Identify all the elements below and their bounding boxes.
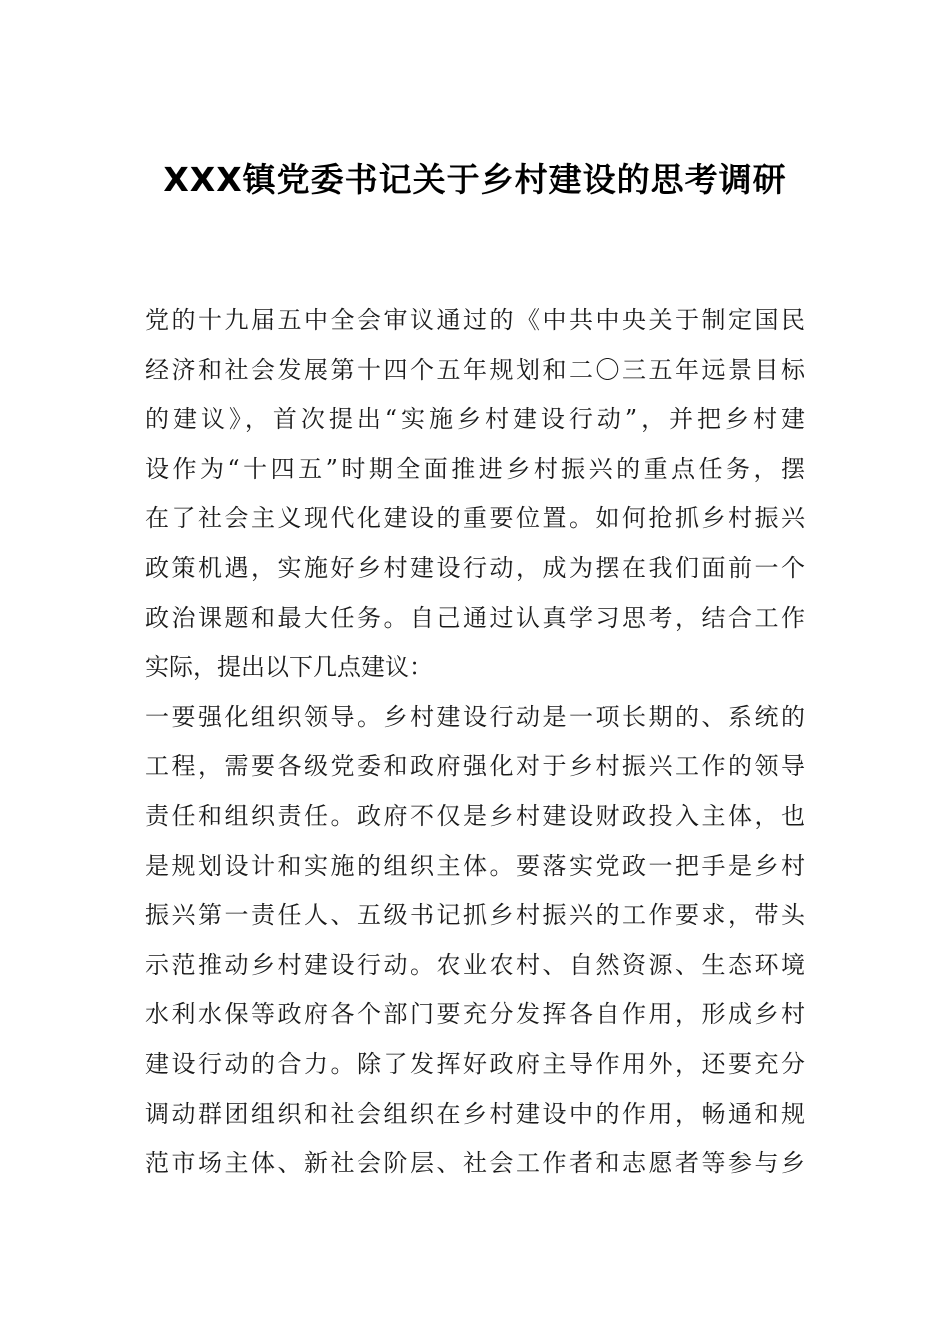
body-line: 设作为“十四五”时期全面推进乡村振兴的重点任务，摆 xyxy=(145,454,805,483)
body-line: 一要强化组织领导。乡村建设行动是一项长期的、系统的 xyxy=(145,702,805,731)
body-line: 经济和社会发展第十四个五年规划和二〇三五年远景目标 xyxy=(145,355,805,384)
body-line: 是规划设计和实施的组织主体。要落实党政一把手是乡村 xyxy=(145,851,805,880)
document-body xyxy=(145,296,805,1189)
body-line: 政策机遇，实施好乡村建设行动，成为摆在我们面前一个 xyxy=(145,553,805,582)
body-line: 范市场主体、新社会阶层、社会工作者和志愿者等参与乡 xyxy=(145,1149,805,1178)
body-line: 调动群团组织和社会组织在乡村建设中的作用，畅通和规 xyxy=(145,1099,805,1128)
body-line: 水利水保等政府各个部门要充分发挥各自作用，形成乡村 xyxy=(145,1000,805,1029)
body-line: 党的十九届五中全会审议通过的《中共中央关于制定国民 xyxy=(145,306,805,334)
body-line: 建设行动的合力。除了发挥好政府主导作用外，还要充分 xyxy=(145,1049,805,1078)
body-line: 工程，需要各级党委和政府强化对于乡村振兴工作的领导 xyxy=(145,752,805,781)
document-title: XXX镇党委书记关于乡村建设的思考调研 xyxy=(163,160,787,199)
body-line: 示范推动乡村建设行动。农业农村、自然资源、生态环境 xyxy=(145,950,805,979)
body-line: 责任和组织责任。政府不仅是乡村建设财政投入主体，也 xyxy=(145,801,805,830)
body-line: 政治课题和最大任务。自己通过认真学习思考，结合工作 xyxy=(145,603,805,632)
body-line: 振兴第一责任人、五级书记抓乡村振兴的工作要求，带头 xyxy=(145,901,805,930)
body-line: 的建议》，首次提出“实施乡村建设行动”，并把乡村建 xyxy=(145,405,805,434)
body-line: 实际，提出以下几点建议： xyxy=(145,653,433,682)
body-line: 在了社会主义现代化建设的重要位置。如何抢抓乡村振兴 xyxy=(145,504,805,533)
